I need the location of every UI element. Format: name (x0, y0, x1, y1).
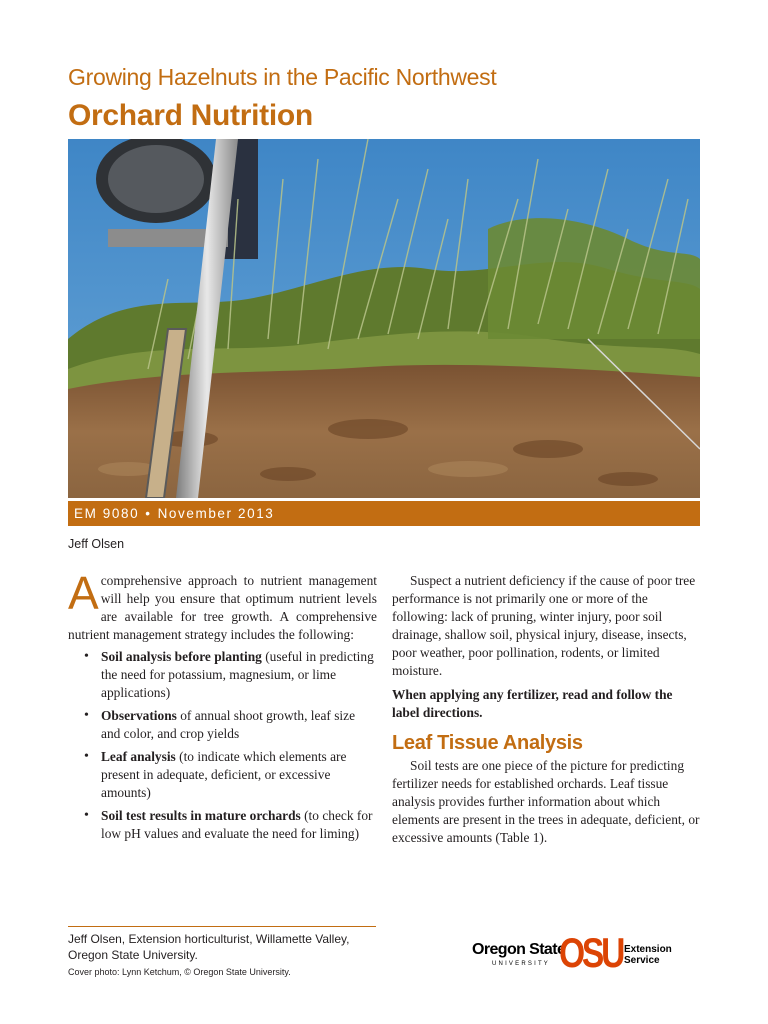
footnote-divider (68, 926, 376, 927)
list-item-text: (to check for low pH values and evaluate the need for liming) (101, 808, 373, 841)
logo-extension-line1: Extension (624, 944, 672, 955)
list-item-bold: Soil analysis before planting (101, 649, 262, 664)
list-item-text: (useful in predicting the need for potassium, magnesium, or lime applications) (101, 649, 374, 700)
logo-university: UNIVERSITY (492, 961, 551, 967)
list-item-bold: Leaf analysis (101, 749, 176, 764)
publication-date: November 2013 (157, 506, 275, 521)
drop-cap: A (68, 567, 99, 619)
deficiency-paragraph: Suspect a nutrient deficiency if the cause of poor tree performance is not primarily one or more of the following: lack of pruning, winter injury, poor soil drainage, shallow soil, physical injury, disease, insects, poor weather, poor pollination, rodents, or limited moisture. (392, 573, 696, 678)
fertilizer-warning (392, 686, 701, 722)
section-heading: Leaf Tissue Analysis (392, 732, 583, 754)
left-column (68, 567, 377, 848)
list-item (84, 807, 377, 843)
photo-credit: Cover photo: Lynn Ketchum, © Oregon State University. (68, 967, 291, 977)
list-item-text: (to indicate which elements are present in adequate, deficient, or excessive amounts) (101, 749, 347, 800)
logo-name: Oregon State (472, 941, 566, 958)
intro-paragraph (68, 567, 377, 644)
leaf-analysis-paragraph: Soil tests are one piece of the picture for predicting fertilizer needs for established orchards. Leaf tissue analysis provides further information about which elements are present in the trees in adequate, deficient, or excessive amounts (Table 1). (392, 758, 700, 845)
logo-extension (624, 944, 672, 966)
publication-bar (68, 501, 700, 526)
list-item-bold: Observations (101, 708, 177, 723)
author-footnote: Jeff Olsen, Extension horticulturist, Willamette Valley, Oregon State University. (68, 932, 350, 962)
list-item (84, 648, 377, 702)
publication-number: EM 9080 (74, 506, 140, 521)
list-item-bold: Soil test results in mature orchards (101, 808, 301, 823)
logo-extension-line2: Service (624, 955, 660, 966)
intro-text: comprehensive approach to nutrient management will help you ensure that optimum nutrient levels are available for tree growth. A comprehensive nutrient management strategy includes the following: (68, 573, 377, 642)
fertilizer-warning-text: When applying any fertilizer, read and follow the label directions. (392, 687, 673, 720)
strategy-list (68, 648, 377, 843)
logo-osu: OSU (559, 929, 623, 976)
separator-dot: • (145, 506, 152, 521)
list-item (84, 748, 377, 802)
series-title: Growing Hazelnuts in the Pacific Northwest (68, 64, 497, 90)
list-item (84, 707, 377, 743)
cover-photo (68, 139, 700, 498)
list-item-text: of annual shoot growth, leaf size and color, and crop yields (101, 708, 356, 741)
right-column (392, 572, 701, 847)
osu-extension-logo (472, 930, 672, 978)
author-byline: Jeff Olsen (68, 537, 125, 551)
page-title: Orchard Nutrition (68, 99, 313, 132)
